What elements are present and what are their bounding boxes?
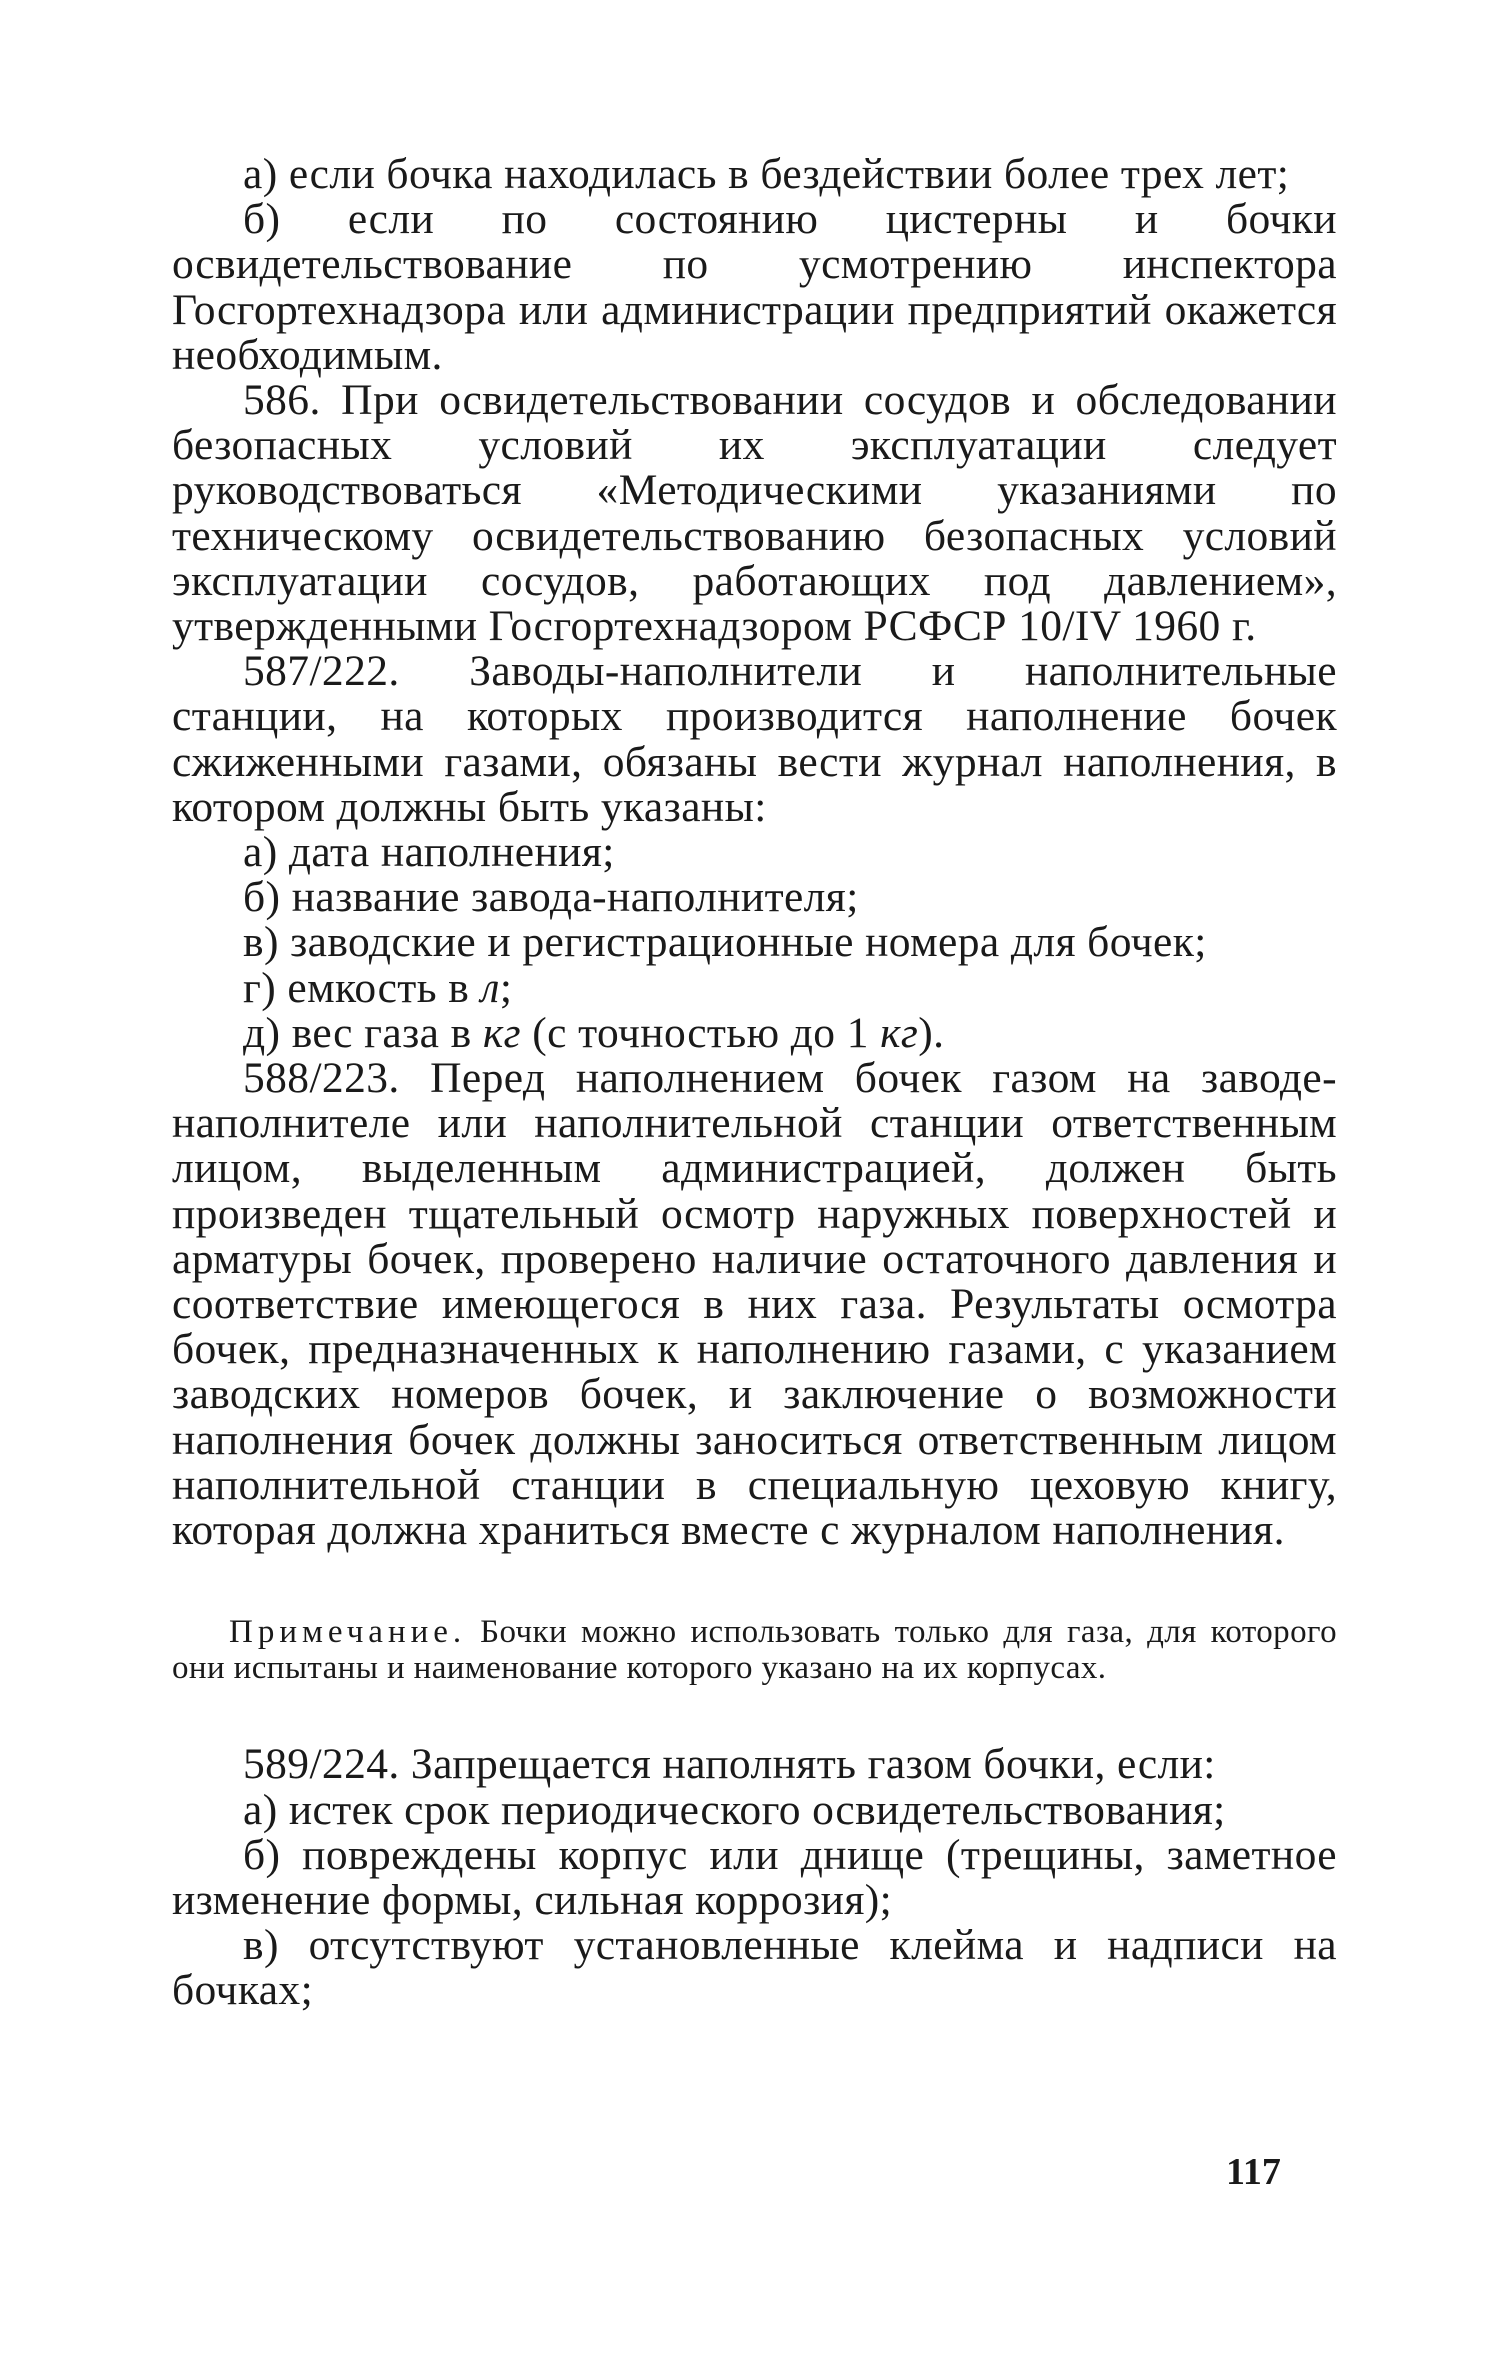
weight-middle: (с точностью до 1 (521, 1008, 881, 1057)
list-item-numbers: в) заводские и регистрационные номера для бочек; (243, 918, 1207, 967)
list-item-damaged-body: б) повреждены корпус или днище (трещины, заметное изменение формы, сильная коррозия); (172, 1830, 1337, 1924)
weight-suffix: ). (918, 1008, 945, 1057)
list-item-capacity (172, 963, 1337, 1012)
weight-unit-1: кг (482, 1008, 522, 1057)
item-a-bochka: а) если бочка находилась в бездействии более трех лет; (243, 150, 1290, 198)
page-body (172, 152, 1337, 2014)
capacity-suffix: ; (499, 963, 513, 1012)
weight-prefix: д) вес газа в (243, 1008, 483, 1057)
note-text: Бочки можно использовать только для газа, для которого они испытаны и наименование которого указано на их корпусах. (172, 1614, 1337, 1686)
paragraph-589: 589/224. Запрещается наполнять газом бочки, если: (243, 1740, 1216, 1789)
note (172, 1615, 1337, 1686)
capacity-prefix: г) емкость в (243, 963, 481, 1012)
list-item-weight (172, 1008, 1337, 1057)
item-b-bochka: б) если по состоянию цистерны и бочки освидетельствование по усмотрению инспектора Госгортехнадзора или администрации предприятий окажется необходимым. (172, 195, 1337, 379)
list-item-missing-marks: в) отсутствуют установленные клейма и надписи на бочках; (172, 1921, 1337, 2015)
paragraph-586: 586. При освидетельствовании сосудов и обследовании безопасных условий их эксплуатации следует руководствоваться «Методическими указаниями по техническому освидетельствованию безопасных условий эксплуатации сосудов, работающих под давлением», утвержденными Госгортехнадзором РСФСР 10/IV 1960 г. (172, 376, 1337, 651)
weight-unit-2: кг (880, 1008, 919, 1057)
capacity-unit: л (480, 963, 500, 1012)
note-label: Примечание. (229, 1614, 467, 1651)
list-item-inspection-expired: а) истек срок периодического освидетельствования; (243, 1785, 1226, 1834)
paragraph-588: 588/223. Перед наполнением бочек газом на заводе-наполнителе или наполнительной станции ответственным лицом, выделенным администрацией, должен быть произведен тщательный осмотр наружных поверхностей и арматуры бочек, проверено наличие остаточного давления и соответствие имеющегося в них газа. Результаты осмотра бочек, предназначенных к наполнению газами, с указанием заводских номеров бочек, и заключение о возможности наполнения бочек должны заноситься ответственным лицом наполнительной станции в специальную цеховую книгу, которая должна храниться вместе с журналом наполнения. (172, 1054, 1337, 1555)
list-item-plant-name: б) название завода-наполнителя; (243, 873, 859, 922)
paragraph-587: 587/222. Заводы-наполнители и наполнительные станции, на которых производится наполнение бочек сжиженными газами, обязаны вести журнал наполнения, в котором должны быть указаны: (172, 647, 1337, 831)
list-item-date: а) дата наполнения; (243, 828, 615, 877)
page-number: 117 (1226, 2151, 1281, 2193)
